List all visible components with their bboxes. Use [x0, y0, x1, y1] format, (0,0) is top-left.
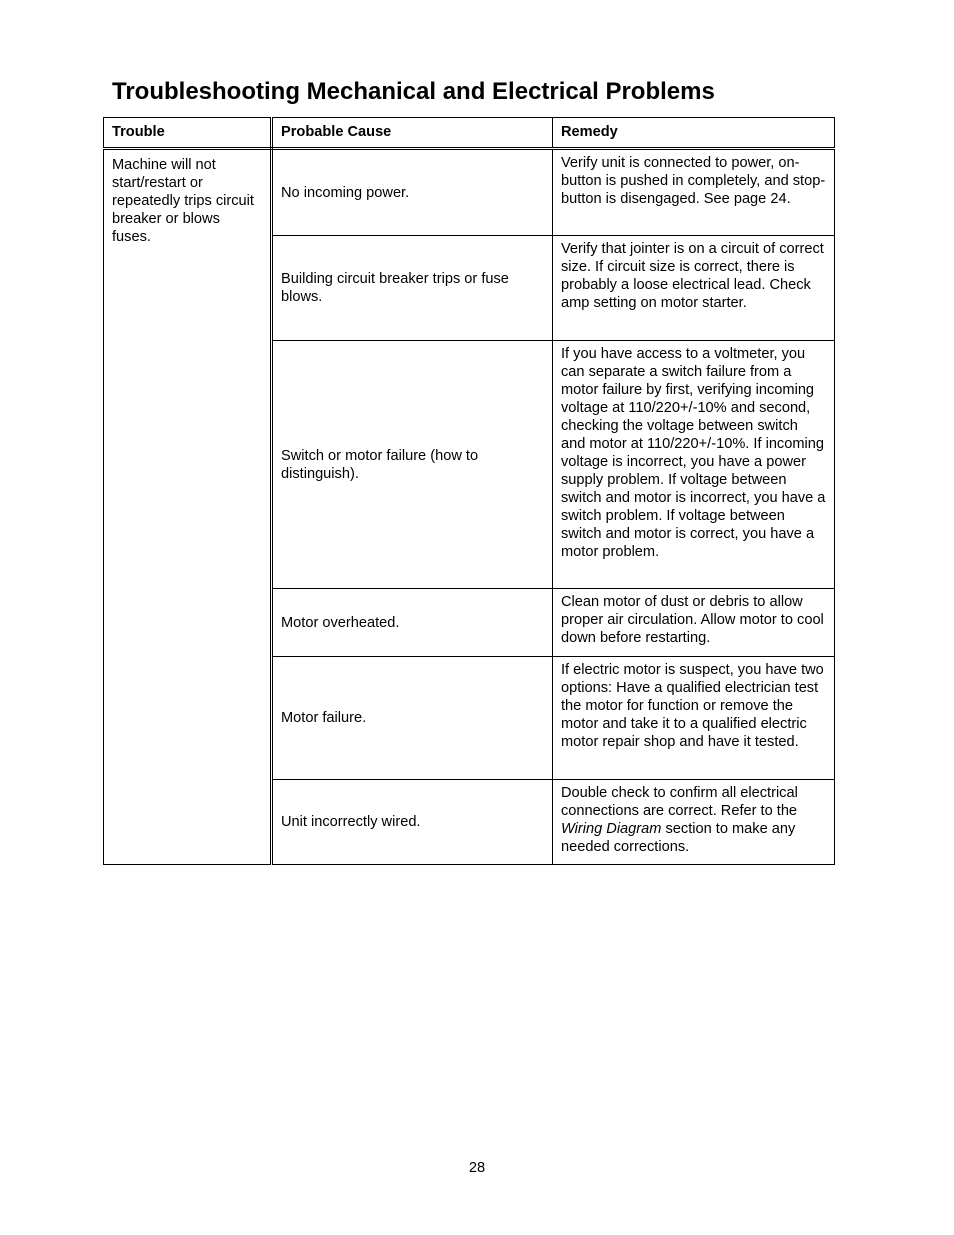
cause-cell: No incoming power.	[272, 149, 553, 236]
header-probable-cause: Probable Cause	[272, 118, 553, 149]
remedy-cell: Clean motor of dust or debris to allow proper air circulation. Allow motor to cool down before restarting.	[553, 589, 835, 657]
troubleshooting-table	[103, 117, 835, 865]
remedy-text-before: Double check to confirm all electrical connections are correct. Refer to the	[561, 785, 798, 819]
wiring-diagram-reference: Wiring Diagram	[561, 821, 662, 837]
cause-cell: Building circuit breaker trips or fuse blows.	[272, 236, 553, 341]
trouble-cell: Machine will not start/restart or repeatedly trips circuit breaker or blows fuses.	[104, 149, 272, 865]
remedy-text-after: section to make any needed corrections.	[561, 821, 796, 855]
page-number: 28	[468, 1160, 486, 1176]
header-remedy: Remedy	[553, 118, 835, 149]
remedy-cell: If electric motor is suspect, you have two options: Have a qualified electrician test the motor for function or remove the motor and take it to a qualified electric motor repair shop and have it tested.	[553, 657, 835, 780]
cause-cell: Unit incorrectly wired.	[272, 780, 553, 865]
table-row	[104, 149, 835, 236]
remedy-cell	[553, 780, 835, 865]
remedy-cell: Verify unit is connected to power, on-button is pushed in completely, and stop-button is disengaged. See page 24.	[553, 149, 835, 236]
remedy-cell: If you have access to a voltmeter, you can separate a switch failure from a motor failure by first, verifying incoming voltage at 110/220+/-10% and second, checking the voltage between switch and motor at 110/220+/-10%. If incoming voltage is incorrect, you have a power supply problem. If voltage between switch and motor is incorrect, you have a switch problem. If voltage between switch and motor is correct, you have a motor problem.	[553, 341, 835, 589]
remedy-cell: Verify that jointer is on a circuit of correct size. If circuit size is correct, there is probably a loose electrical lead. Check amp setting on motor starter.	[553, 236, 835, 341]
header-trouble: Trouble	[104, 118, 272, 149]
page-title: Troubleshooting Mechanical and Electrical Problems	[112, 78, 715, 105]
cause-cell: Motor failure.	[272, 657, 553, 780]
cause-cell: Switch or motor failure (how to distinguish).	[272, 341, 553, 589]
table-header-row	[104, 118, 835, 149]
cause-cell: Motor overheated.	[272, 589, 553, 657]
